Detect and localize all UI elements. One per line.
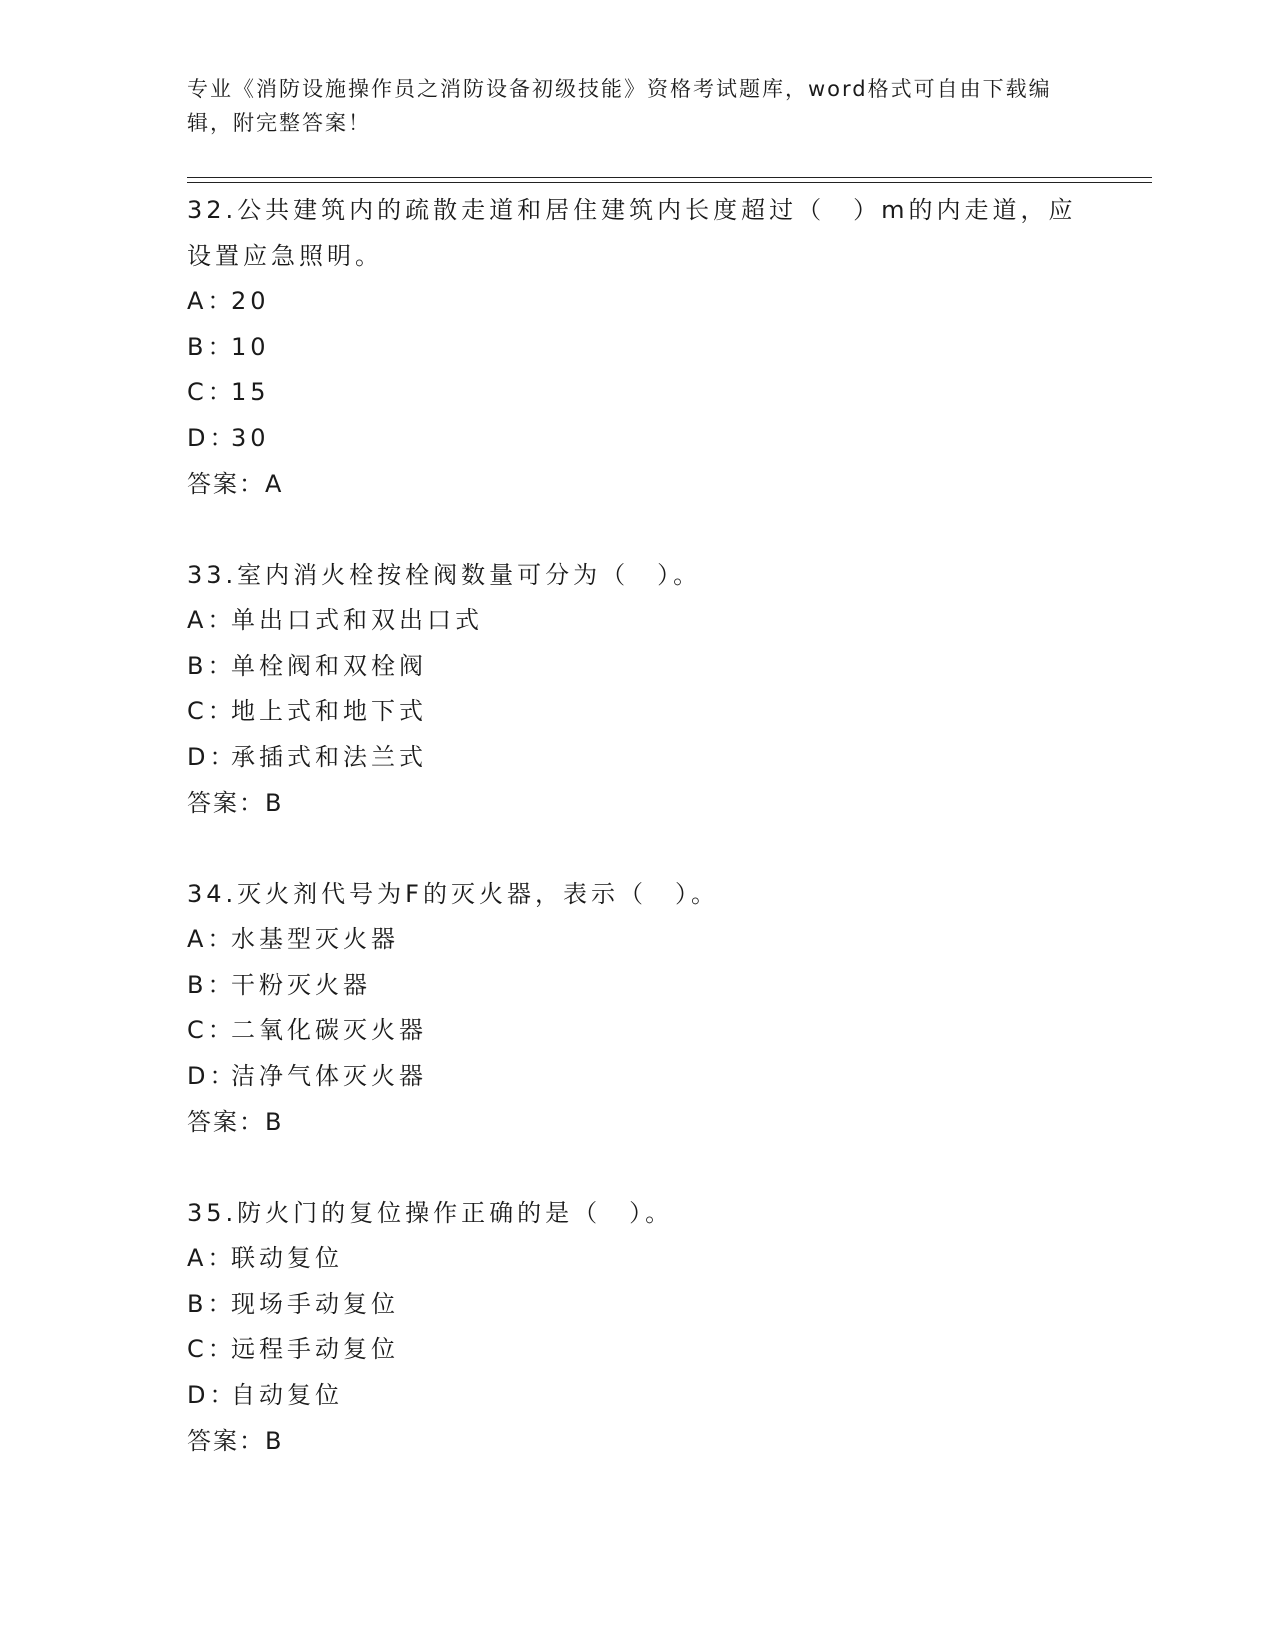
option-text: 水基型灭火器 <box>231 925 399 953</box>
option-d <box>187 1373 1087 1419</box>
option-a <box>187 1236 1087 1282</box>
option-key: D： <box>187 1380 238 1409</box>
answer-line: 答案：B <box>187 1427 284 1455</box>
option-a <box>187 279 1087 325</box>
option-key: A： <box>187 606 236 634</box>
option-a <box>187 917 1087 963</box>
option-c <box>187 1327 1087 1373</box>
option-text: 洁净气体灭火器 <box>231 1061 427 1090</box>
option-c <box>187 689 1087 735</box>
option-d <box>187 1054 1087 1100</box>
option-key: C： <box>187 378 236 406</box>
option-a <box>187 598 1087 644</box>
option-key: A： <box>187 287 236 315</box>
option-b <box>187 963 1087 1009</box>
option-text: 干粉灭火器 <box>231 970 371 999</box>
option-text: 联动复位 <box>231 1244 343 1272</box>
option-text: 承插式和法兰式 <box>231 742 427 771</box>
option-text: 10 <box>231 332 270 361</box>
question-stem: 32.公共建筑内的疏散走道和居住建筑内长度超过（ ）m的内走道，应设置应急照明。 <box>187 196 1077 270</box>
question-stem: 34.灭火剂代号为F的灭火器，表示（ ）。 <box>187 880 719 908</box>
answer-line: 答案：B <box>187 1108 284 1136</box>
option-text: 二氧化碳灭火器 <box>231 1016 427 1044</box>
option-key: D： <box>187 1061 238 1090</box>
option-text: 现场手动复位 <box>231 1289 399 1318</box>
answer-line: 答案：B <box>187 789 284 817</box>
option-key: B： <box>187 1289 236 1318</box>
option-b <box>187 1282 1087 1328</box>
option-key: B： <box>187 970 236 999</box>
option-key: A： <box>187 925 236 953</box>
option-text: 远程手动复位 <box>231 1335 399 1363</box>
question-stem: 33.室内消火栓按栓阀数量可分为（ ）。 <box>187 561 702 589</box>
option-text: 30 <box>231 423 270 452</box>
option-d <box>187 735 1087 781</box>
option-b <box>187 644 1087 690</box>
option-key: C： <box>187 1335 236 1363</box>
option-text: 单栓阀和双栓阀 <box>231 651 427 680</box>
header-divider-bottom <box>187 182 1152 183</box>
option-key: B： <box>187 651 236 680</box>
option-key: A： <box>187 1244 236 1272</box>
question-33 <box>187 552 1087 826</box>
option-key: C： <box>187 1016 236 1044</box>
option-c <box>187 1008 1087 1054</box>
option-text: 20 <box>231 287 270 315</box>
option-text: 自动复位 <box>231 1380 343 1409</box>
question-stem: 35.防火门的复位操作正确的是（ ）。 <box>187 1199 674 1227</box>
option-text: 15 <box>231 378 270 406</box>
header-divider-top <box>187 177 1152 178</box>
answer-line: 答案：A <box>187 470 284 498</box>
option-key: C： <box>187 697 236 725</box>
option-c <box>187 370 1087 416</box>
document-intro: 专业《消防设施操作员之消防设备初级技能》资格考试题库，word格式可自由下载编辑，附完整答案！ <box>187 77 1052 135</box>
option-key: B： <box>187 332 236 361</box>
option-d <box>187 416 1087 462</box>
option-b <box>187 325 1087 371</box>
option-text: 单出口式和双出口式 <box>231 606 483 634</box>
question-34 <box>187 871 1087 1145</box>
option-key: D： <box>187 423 238 452</box>
option-text: 地上式和地下式 <box>231 697 427 725</box>
question-32 <box>187 187 1087 507</box>
option-key: D： <box>187 742 238 771</box>
question-35 <box>187 1190 1087 1464</box>
